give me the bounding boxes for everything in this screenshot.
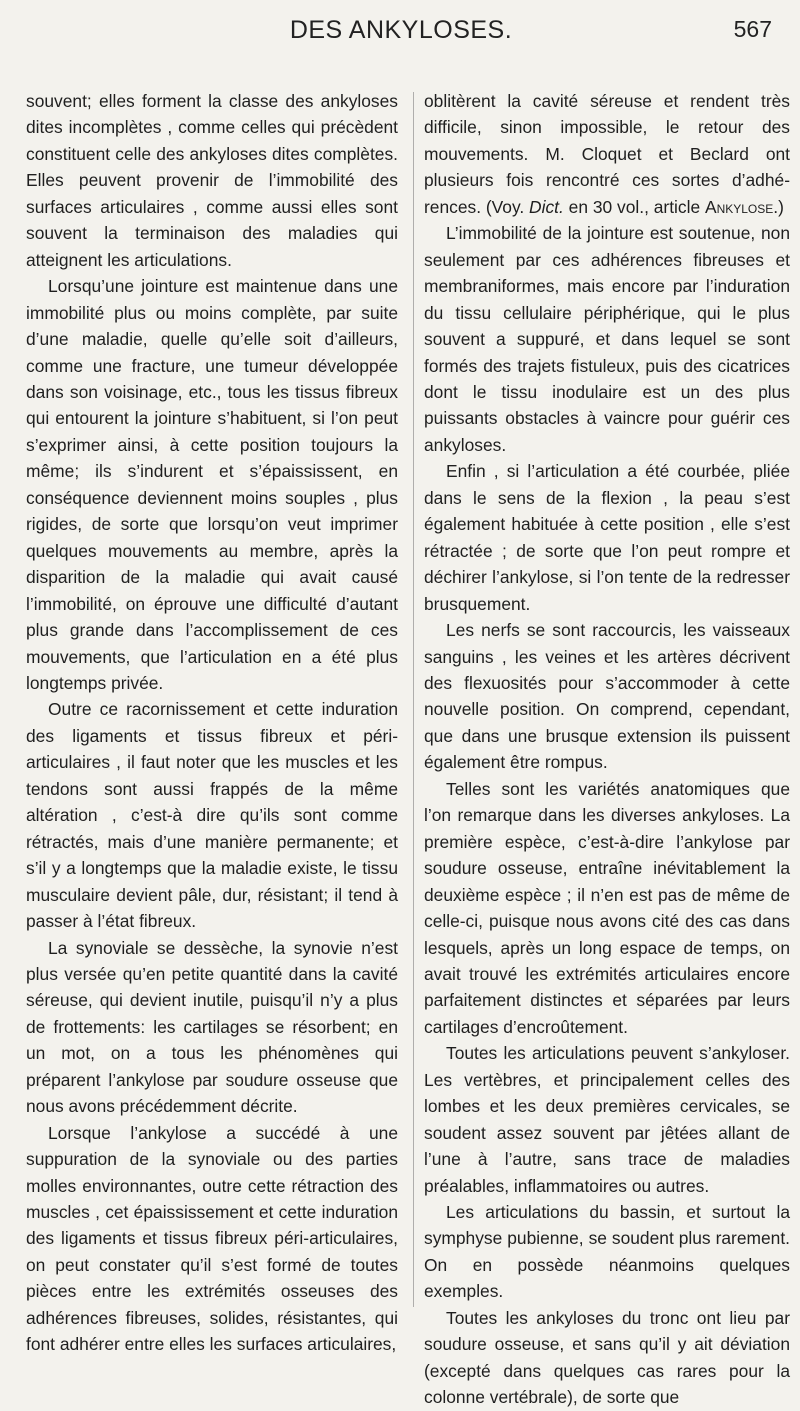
paragraph: La synoviale se dessèche, la synovie n’est plus versée qu’en petite quantité dans la cavité séreuse, qui devient inutile, puisqu’il n’y a plus de frottements: les cartilages se résorbent; en un mot, on a tous les phénomènes qui préparent l’ankylose par soudure osseuse que nous avons précédemment décrite. [26, 937, 398, 1117]
paragraph: Les articulations du bassin, et surtout la symphyse pubienne, se soudent plus rarement. On en possède néanmoins quelques exemples. [424, 1202, 790, 1302]
paragraph: Toutes les articulations peuvent s’ankyloser. Les vertèbres, et principalement celles des lombes et les deux premières cervicales, se soudent assez souvent par jêtées allant de l’une à l’autre, sans trace de maladies préalables, inflammatoires ou autres. [424, 1043, 790, 1196]
paragraph: souvent; elles forment la classe des ankyloses dites incomplètes , comme celles qui précèdent constituent celle des ankyloses dites complètes. Elles peuvent provenir de l’immobilité des surfaces articulaires , comme aussi elles sont souvent la terminaison des maladies qui atteignent les articulations. [26, 91, 398, 270]
paragraph-text: oblitèrent la cavité séreuse et rendent très difficile, sinon impossible, le retour des mouvements. M. Cloquet et Beclard ont plusieurs fois rencontré ces sortes d’adhérences. (Voy. [424, 91, 790, 217]
column-divider [413, 92, 414, 1307]
paragraph: Les nerfs se sont raccourcis, les vaisseaux sanguins , les veines et les artères décrivent des flexuosités pour s’accommoder à cette nouvelle position. On comprend, cependant, que dans une brusque extension ils puissent également être rompus. [424, 620, 790, 773]
page-header [30, 16, 772, 56]
paragraph: Enfin , si l’articulation a été courbée, pliée dans le sens de la flexion , la peau s’est également habituée à cette position , elle s’est rétractée ; de sorte que l’on peut rompre et déchirer l’ankylose, si l’on tente de la redresser brusquement. [424, 461, 790, 614]
paragraph: Lorsqu’une jointure est maintenue dans une immobilité plus ou moins complète, par suite d’une maladie, quelle qu’elle soit d’ailleurs, comme une fracture, une tumeur développée dans son voisinage, etc., tous les tissus fibreux qui entourent la jointure s’habituent, si l’on peut s’exprimer ainsi, à cette position toujours la même; ils s’indurent et s’épaississent, en conséquence deviennent moins souples , plus rigides, de sorte que lorsqu’on veut imprimer quelques mouvements au membre, après la disparition de la maladie qui avait causé l’immobilité, on éprouve une difficulté d’autant plus grande dans l’accomplissement de ces mouvements, que l’articulation en a été plus longtemps privée. [26, 276, 398, 693]
article-name: Ankylose. [704, 196, 779, 217]
left-column [26, 88, 398, 1358]
paragraph: Toutes les ankyloses du tronc ont lieu par soudure osseuse, et sans qu’il y ait déviation (excepté dans quelques cas rares pour la colonne vertébrale), de sorte que [424, 1307, 790, 1408]
paragraph: L’immobilité de la jointure est soutenue, non seulement par ces adhérences fibreuses et membraniformes, mais encore par l’induration du tissu cellulaire périphérique, qui le plus souvent a suppuré, et dans lequel se sont formés des trajets fistuleux, puis des cicatrices dont le tissu inodulaire est un des plus puissants obstacles à vaincre pour guérir ces ankyloses. [424, 223, 790, 455]
right-column [424, 88, 790, 1411]
dict-abbrev: Dict. [529, 196, 564, 217]
paragraph: Outre ce racornissement et cette induration des ligaments et tissus fibreux et péri-articulaires , il faut noter que les muscles et les tendons sont aussi frappés de la même altération , c’est-à dire qu’ils sont comme rétractés, mais d’une manière permanente; et s’il y a longtemps que la maladie existe, le tissu musculaire devient pâle, dur, résistant; il tend à passer à l’état fibreux. [26, 699, 398, 932]
paragraph: Telles sont les variétés anatomiques que l’on remarque dans les diverses ankyloses. La première espèce, c’est-à-dire l’ankylose par soudure osseuse, entraîne inévitablement la deuxième espèce ; il n’en est pas de même de celle-ci, puisque nous avons cité des cas dans lesquels, après un long espace de temps, on avait trouvé les extrémités articulaires encore parfaitement distinctes et séparées par leurs cartilages d’encroûtement. [424, 778, 790, 1037]
paragraph [424, 88, 790, 220]
paragraph-text: en 30 vol., article [563, 196, 705, 217]
paragraph: Lorsque l’ankylose a succédé à une suppuration de la synoviale ou des parties molles environnantes, outre cette rétraction des muscles , cet épaississement et cette induration des ligaments et tissus fibreux péri-articulaires, on peut constater qu’il s’est formé de toutes pièces entre les extrémités osseuses des adhérences fibreuses, solides, résistantes, qui font adhérer entre elles les surfaces articulaires, [26, 1122, 398, 1355]
running-title: DES ANKYLOSES. [289, 16, 513, 44]
paragraph-text: ) [778, 196, 784, 217]
page-number: 567 [733, 16, 772, 42]
